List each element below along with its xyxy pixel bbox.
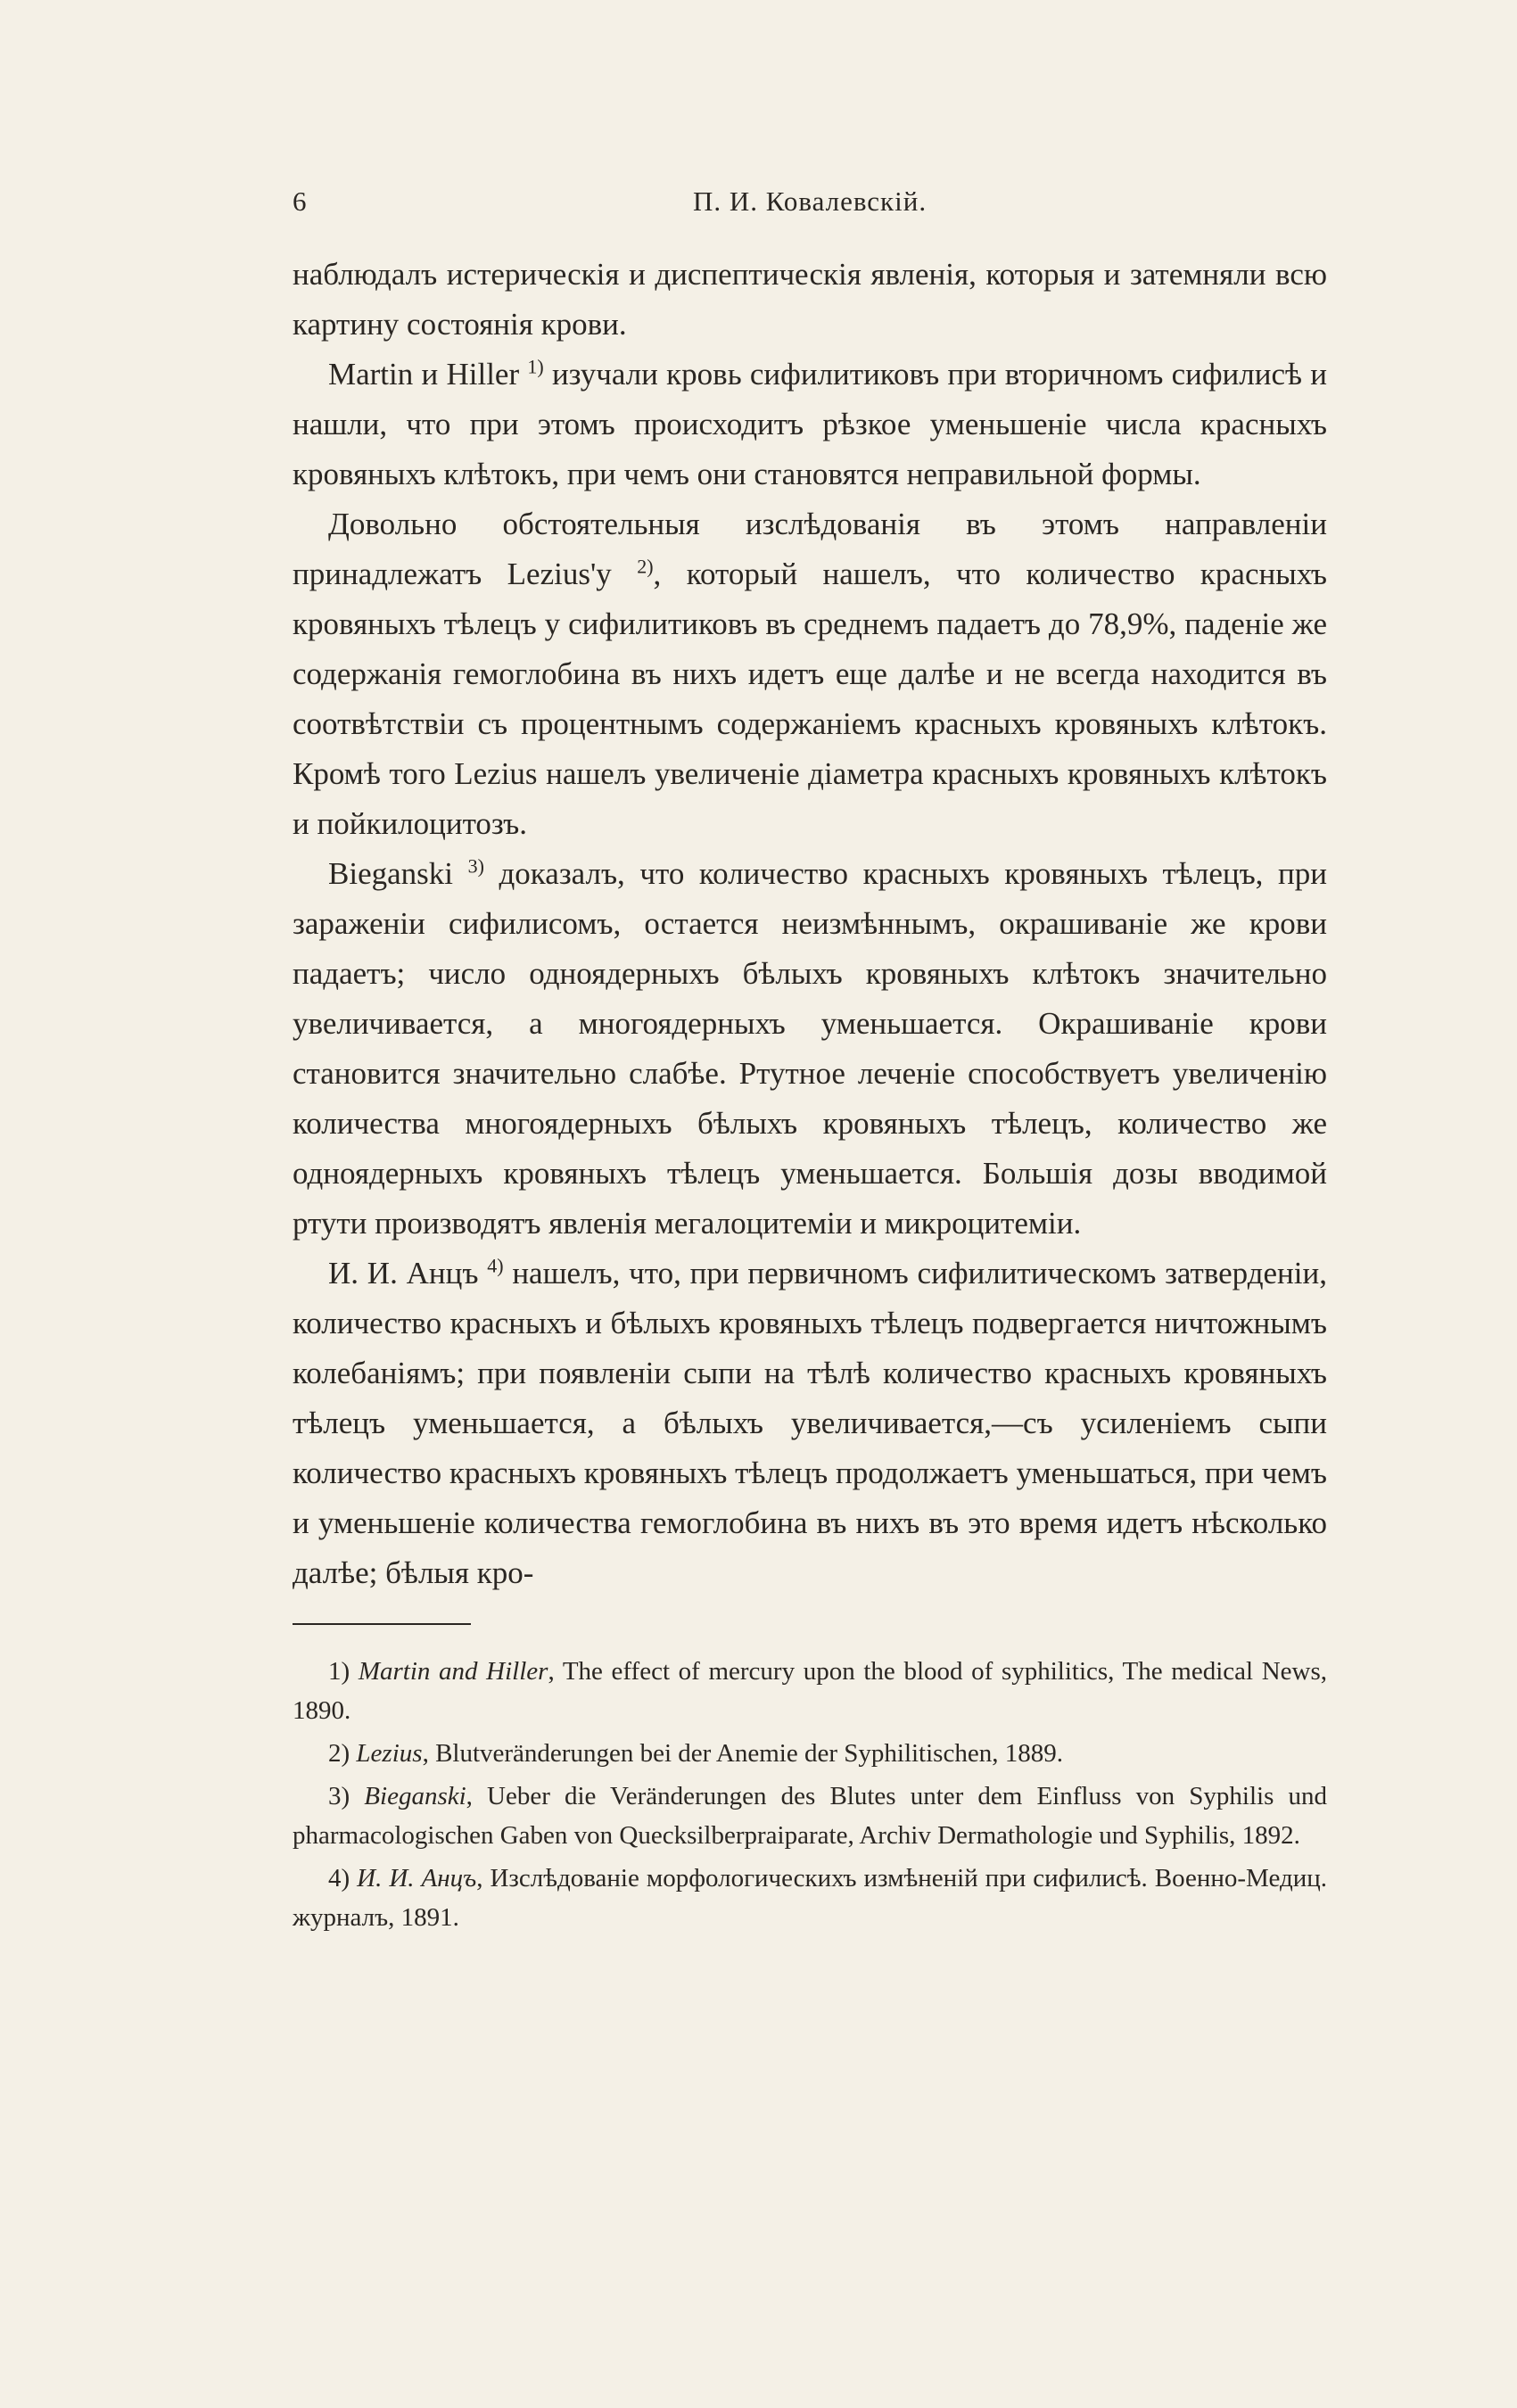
footnote-4	[293, 1859, 1327, 1937]
paragraph-text: Martin и Hiller	[328, 357, 528, 392]
running-head	[293, 178, 1327, 223]
footnote-mark: 1)	[328, 1657, 350, 1686]
footnote-text: , Изслѣдованіе морфологическихъ измѣненій при сифилисѣ. Военно-Медиц. журналъ, 1891.	[293, 1864, 1327, 1932]
paragraph-text: И. И. Анцъ	[328, 1256, 488, 1291]
footnote-ref[interactable]: 4)	[487, 1254, 504, 1277]
paragraph-martin-hiller	[293, 350, 1327, 499]
footnote-ref[interactable]: 2)	[637, 555, 654, 578]
footnote-mark: 4)	[328, 1864, 350, 1893]
footnote-text: , The effect of mercury upon the blood of syphilitics, The medical News, 1890.	[293, 1657, 1327, 1725]
header-title: П. И. Ковалевскій.	[692, 186, 928, 217]
footnote-mark: 3)	[328, 1782, 350, 1810]
paragraph-text: Bieganski	[328, 856, 468, 891]
footnote-3	[293, 1777, 1327, 1855]
footnote-text: , Blutveränderungen bei der Anemie der Syphilitischen, 1889.	[422, 1739, 1063, 1768]
paragraph-text: изучали кровь сифилитиковъ при вторичномъ сифилисѣ и нашли, что при этомъ происходитъ рѣзкое уменьшеніе числа красныхъ кровяныхъ клѣтокъ, при чемъ они становятся неправильной формы.	[293, 357, 1327, 491]
paragraph-ants	[293, 1249, 1327, 1598]
paragraph-lezius	[293, 499, 1327, 849]
footnote-author: Martin and Hiller	[358, 1657, 548, 1686]
footnote-1	[293, 1652, 1327, 1730]
footnote-2	[293, 1734, 1327, 1773]
footnote-divider	[293, 1623, 471, 1625]
footnote-ref[interactable]: 1)	[527, 355, 544, 378]
paragraph-text: Довольно обстоятельныя изслѣдованія въ этомъ направленіи принадлежатъ Lezius'у	[293, 507, 1327, 591]
footnote-mark: 2)	[328, 1739, 350, 1768]
paragraph-bieganski	[293, 849, 1327, 1249]
footnote-ref[interactable]: 3)	[467, 854, 484, 878]
page	[293, 178, 1327, 1941]
footnote-text: , Ueber die Veränderungen des Blutes unter dem Einfluss von Syphilis und pharmacologischen Gaben von Quecksilberpraiparate, Archiv Dermathologie und Syphilis, 1892.	[293, 1782, 1327, 1850]
footnote-author: И. И. Анцъ	[357, 1864, 477, 1893]
body-text	[293, 250, 1327, 1598]
paragraph-text: доказалъ, что количество красныхъ кровяныхъ тѣлецъ, при зараженіи сифилисомъ, остается неизмѣннымъ, окрашиваніе же крови падаетъ; число одноядерныхъ бѣлыхъ кровяныхъ клѣтокъ значительно увеличивается, а многоядерныхъ уменьшается. Окрашиваніе крови становится значительно слабѣе. Ртутное леченіе способствуетъ увеличенію количества многоядерныхъ бѣлыхъ кровяныхъ тѣлецъ, количество же одноядерныхъ кровяныхъ тѣлецъ уменьшается. Большія дозы вводимой ртути производятъ явленія мегалоцитеміи и микроцитеміи.	[293, 856, 1327, 1241]
paragraph-text: нашелъ, что, при первичномъ сифилитическомъ затверденіи, количество красныхъ и бѣлыхъ кровяныхъ тѣлецъ подвергается ничтожнымъ колебаніямъ; при появленіи сыпи на тѣлѣ количество красныхъ кровяныхъ тѣлецъ уменьшается, а бѣлыхъ увеличивается,—съ усиленіемъ сыпи количество красныхъ кровяныхъ тѣлецъ продолжаетъ уменьшаться, при чемъ и уменьшеніе количества гемоглобина въ нихъ въ это время идетъ нѣсколько далѣе; бѣлыя кро-	[293, 1256, 1327, 1590]
paragraph-text: , который нашелъ, что количество красныхъ кровяныхъ тѣлецъ у сифилитиковъ въ среднемъ падаетъ до 78,9%, паденіе же содержанія гемоглобина въ нихъ идетъ еще далѣе и не всегда находится въ соотвѣтствіи съ процентнымъ содержаніемъ красныхъ кровяныхъ клѣтокъ. Кромѣ того Lezius нашелъ увеличеніе діаметра красныхъ кровяныхъ клѣтокъ и пойкилоцитозъ.	[293, 557, 1327, 841]
footnotes	[293, 1652, 1327, 1937]
footnote-author: Lezius	[356, 1739, 423, 1768]
page-number: 6	[293, 186, 308, 217]
footnote-author: Bieganski	[364, 1782, 466, 1810]
paragraph-continuation: наблюдалъ истерическія и диспептическія явленія, которыя и затемняли всю картину состоянія крови.	[293, 257, 1327, 342]
